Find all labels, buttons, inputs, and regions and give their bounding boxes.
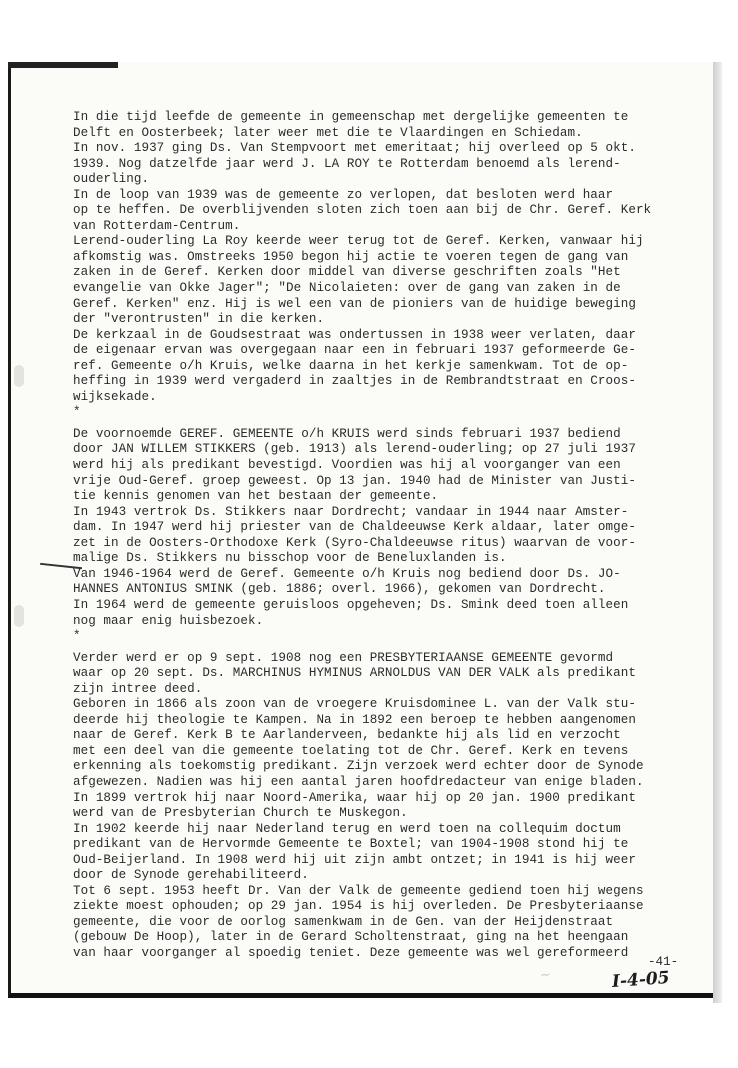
text-line: In 1902 keerde hij naar Nederland terug en werd toen na collequim doctum: [73, 821, 621, 836]
text-line: In 1943 vertrok Ds. Stikkers naar Dordrecht; vandaar in 1944 naar Amster-: [73, 504, 629, 519]
punch-hole-mark: [14, 605, 24, 627]
text-line: Delft en Oosterbeek; later weer met die te Vlaardingen en Schiedam.: [73, 125, 583, 140]
text-line: dam. In 1947 werd hij priester van de Chaldeeuwse Kerk aldaar, later omge-: [73, 520, 636, 535]
text-line: *: [73, 405, 81, 420]
punch-hole-mark: [14, 365, 24, 387]
text-line: evangelie van Okke Jager"; "De Nicolaieten: over de gang van zaken in de: [73, 281, 621, 296]
text-line: de eigenaar ervan was overgegaan naar een in februari 1937 geformeerde Ge-: [73, 343, 636, 358]
text-line: naar de Geref. Kerk B te Aarlanderveen, bedankte hij als lid en verzocht: [73, 728, 621, 743]
text-line: In die tijd leefde de gemeente in gemeenschap met dergelijke gemeenten te: [73, 110, 629, 124]
text-line: In 1964 werd de gemeente geruisloos opgeheven; Ds. Smink deed toen alleen: [73, 597, 629, 612]
text-line: nog maar enig huisbezoek.: [73, 613, 264, 628]
page-top-edge: [8, 62, 118, 68]
text-line: afgewezen. Nadien was hij een aantal jaren hoofdredacteur van enige bladen.: [73, 774, 644, 789]
text-line: zet in de Oosters-Orthodoxe Kerk (Syro-Chaldeeuwse ritus) waarvan de voor-: [73, 535, 636, 550]
faint-bleed-through-mark: ~: [539, 967, 552, 984]
text-line: predikant van de Hervormde Gemeente te Boxtel; van 1904-1908 stond hij te: [73, 837, 629, 852]
text-line: van haar voorganger al spoedig teniet. Deze gemeente was wel gereformeerd: [73, 945, 629, 960]
text-line: heffing in 1939 werd vergaderd in zaaltjes in de Rembrandtstraat en Croos-: [73, 374, 636, 389]
text-line: Geboren in 1866 als zoon van de vroegere Kruisdominee L. van der Valk stu-: [73, 697, 636, 712]
text-line: door de Synode gerehabiliteerd.: [73, 868, 309, 883]
text-line: De kerkzaal in de Goudsestraat was ondertussen in 1938 weer verlaten, daar: [73, 327, 636, 342]
handwritten-date: I-4-05: [611, 968, 671, 992]
text-line: op te heffen. De overblijvenden sloten zich toen aan bij de Chr. Geref. Kerk: [73, 203, 652, 218]
text-line: der "verontrusten" in die kerken.: [73, 312, 325, 327]
text-line: deerde hij theologie te Kampen. Na in 1892 een beroep te hebben aangenomen: [73, 712, 636, 727]
text-line: zijn intree deed.: [73, 681, 203, 696]
text-line: In 1899 vertrok hij naar Noord-Amerika, waar hij op 20 jan. 1900 predikant: [73, 790, 636, 805]
text-line: HANNES ANTONIUS SMINK (geb. 1886; overl. 1966), gekomen van Dordrecht.: [73, 582, 606, 597]
text-line: malige Ds. Stikkers nu bisschop voor de Beneluxlanden is.: [73, 551, 507, 566]
text-line: werd van de Presbyterian Church te Muskegon.: [73, 806, 408, 821]
text-line: door JAN WILLEM STIKKERS (geb. 1913) als lerend-ouderling; op 27 juli 1937: [73, 442, 636, 457]
text-line: erkenning als toekomstig predikant. Zijn verzoek werd echter door de Synode: [73, 759, 644, 774]
text-line: tie kennis genomen van het bestaan der gemeente.: [73, 489, 439, 504]
text-line: afkomstig was. Omstreeks 1950 begon hij actie te voeren tegen de gang van: [73, 249, 629, 264]
text-line: Van 1946-1964 werd de Geref. Gemeente o/h Kruis nog bediend door Ds. JO-: [73, 566, 621, 581]
text-line: (gebouw De Hoop), later in de Gerard Scholtenstraat, ging na het heengaan: [73, 930, 629, 945]
text-line: werd hij als predikant bevestigd. Voordien was hij al voorganger van een: [73, 458, 621, 473]
text-line: In de loop van 1939 was de gemeente zo verlopen, dat besloten werd haar: [73, 187, 614, 202]
text-line: wijksekade.: [73, 389, 157, 404]
typewritten-text: [73, 110, 693, 962]
text-line: Verder werd er op 9 sept. 1908 nog een PRESBYTERIAANSE GEMEENTE gevormd: [73, 650, 614, 665]
text-line: Lerend-ouderling La Roy keerde weer terug tot de Geref. Kerken, vanwaar hij: [73, 234, 644, 249]
text-line: ziekte moest ophouden; op 29 jan. 1954 is hij overleden. De Presbyteriaanse: [73, 899, 644, 914]
text-line: ouderling.: [73, 172, 150, 187]
text-line: Geref. Kerken" enz. Hij is wel een van de pioniers van de huidige beweging: [73, 296, 636, 311]
text-line: met een deel van die gemeente toelating tot de Chr. Geref. Kerk en tevens: [73, 743, 629, 758]
text-line: Oud-Beijerland. In 1908 werd hij uit zijn ambt ontzet; in 1941 is hij weer: [73, 852, 636, 867]
page-number: -41-: [648, 955, 679, 969]
text-line: vrije Oud-Geref. groep geweest. Op 13 jan. 1940 had de Minister van Justi-: [73, 473, 636, 488]
text-line: Tot 6 sept. 1953 heeft Dr. Van der Valk de gemeente gediend toen hij wegens: [73, 883, 644, 898]
text-line: 1939. Nog datzelfde jaar werd J. LA ROY te Rotterdam benoemd als lerend-: [73, 156, 621, 171]
page-right-edge: [713, 62, 722, 1003]
text-line: zaken in de Geref. Kerken door middel van diverse geschriften zoals "Het: [73, 265, 621, 280]
text-line: De voornoemde GEREF. GEMEENTE o/h KRUIS werd sinds februari 1937 bediend: [73, 426, 621, 441]
text-line: gemeente, die voor de oorlog samenkwam in de Gen. van der Heijdenstraat: [73, 914, 614, 929]
text-line: ref. Gemeente o/h Kruis, welke daarna in het kerkje samenkwam. Tot de op-: [73, 358, 629, 373]
text-line: *: [73, 629, 81, 644]
text-line: van Rotterdam-Centrum.: [73, 218, 241, 233]
text-line: waar op 20 sept. Ds. MARCHINUS HYMINUS ARNOLDUS VAN DER VALK als predikant: [73, 666, 636, 681]
text-line: In nov. 1937 ging Ds. Van Stempvoort met emeritaat; hij overleed op 5 okt.: [73, 141, 636, 156]
